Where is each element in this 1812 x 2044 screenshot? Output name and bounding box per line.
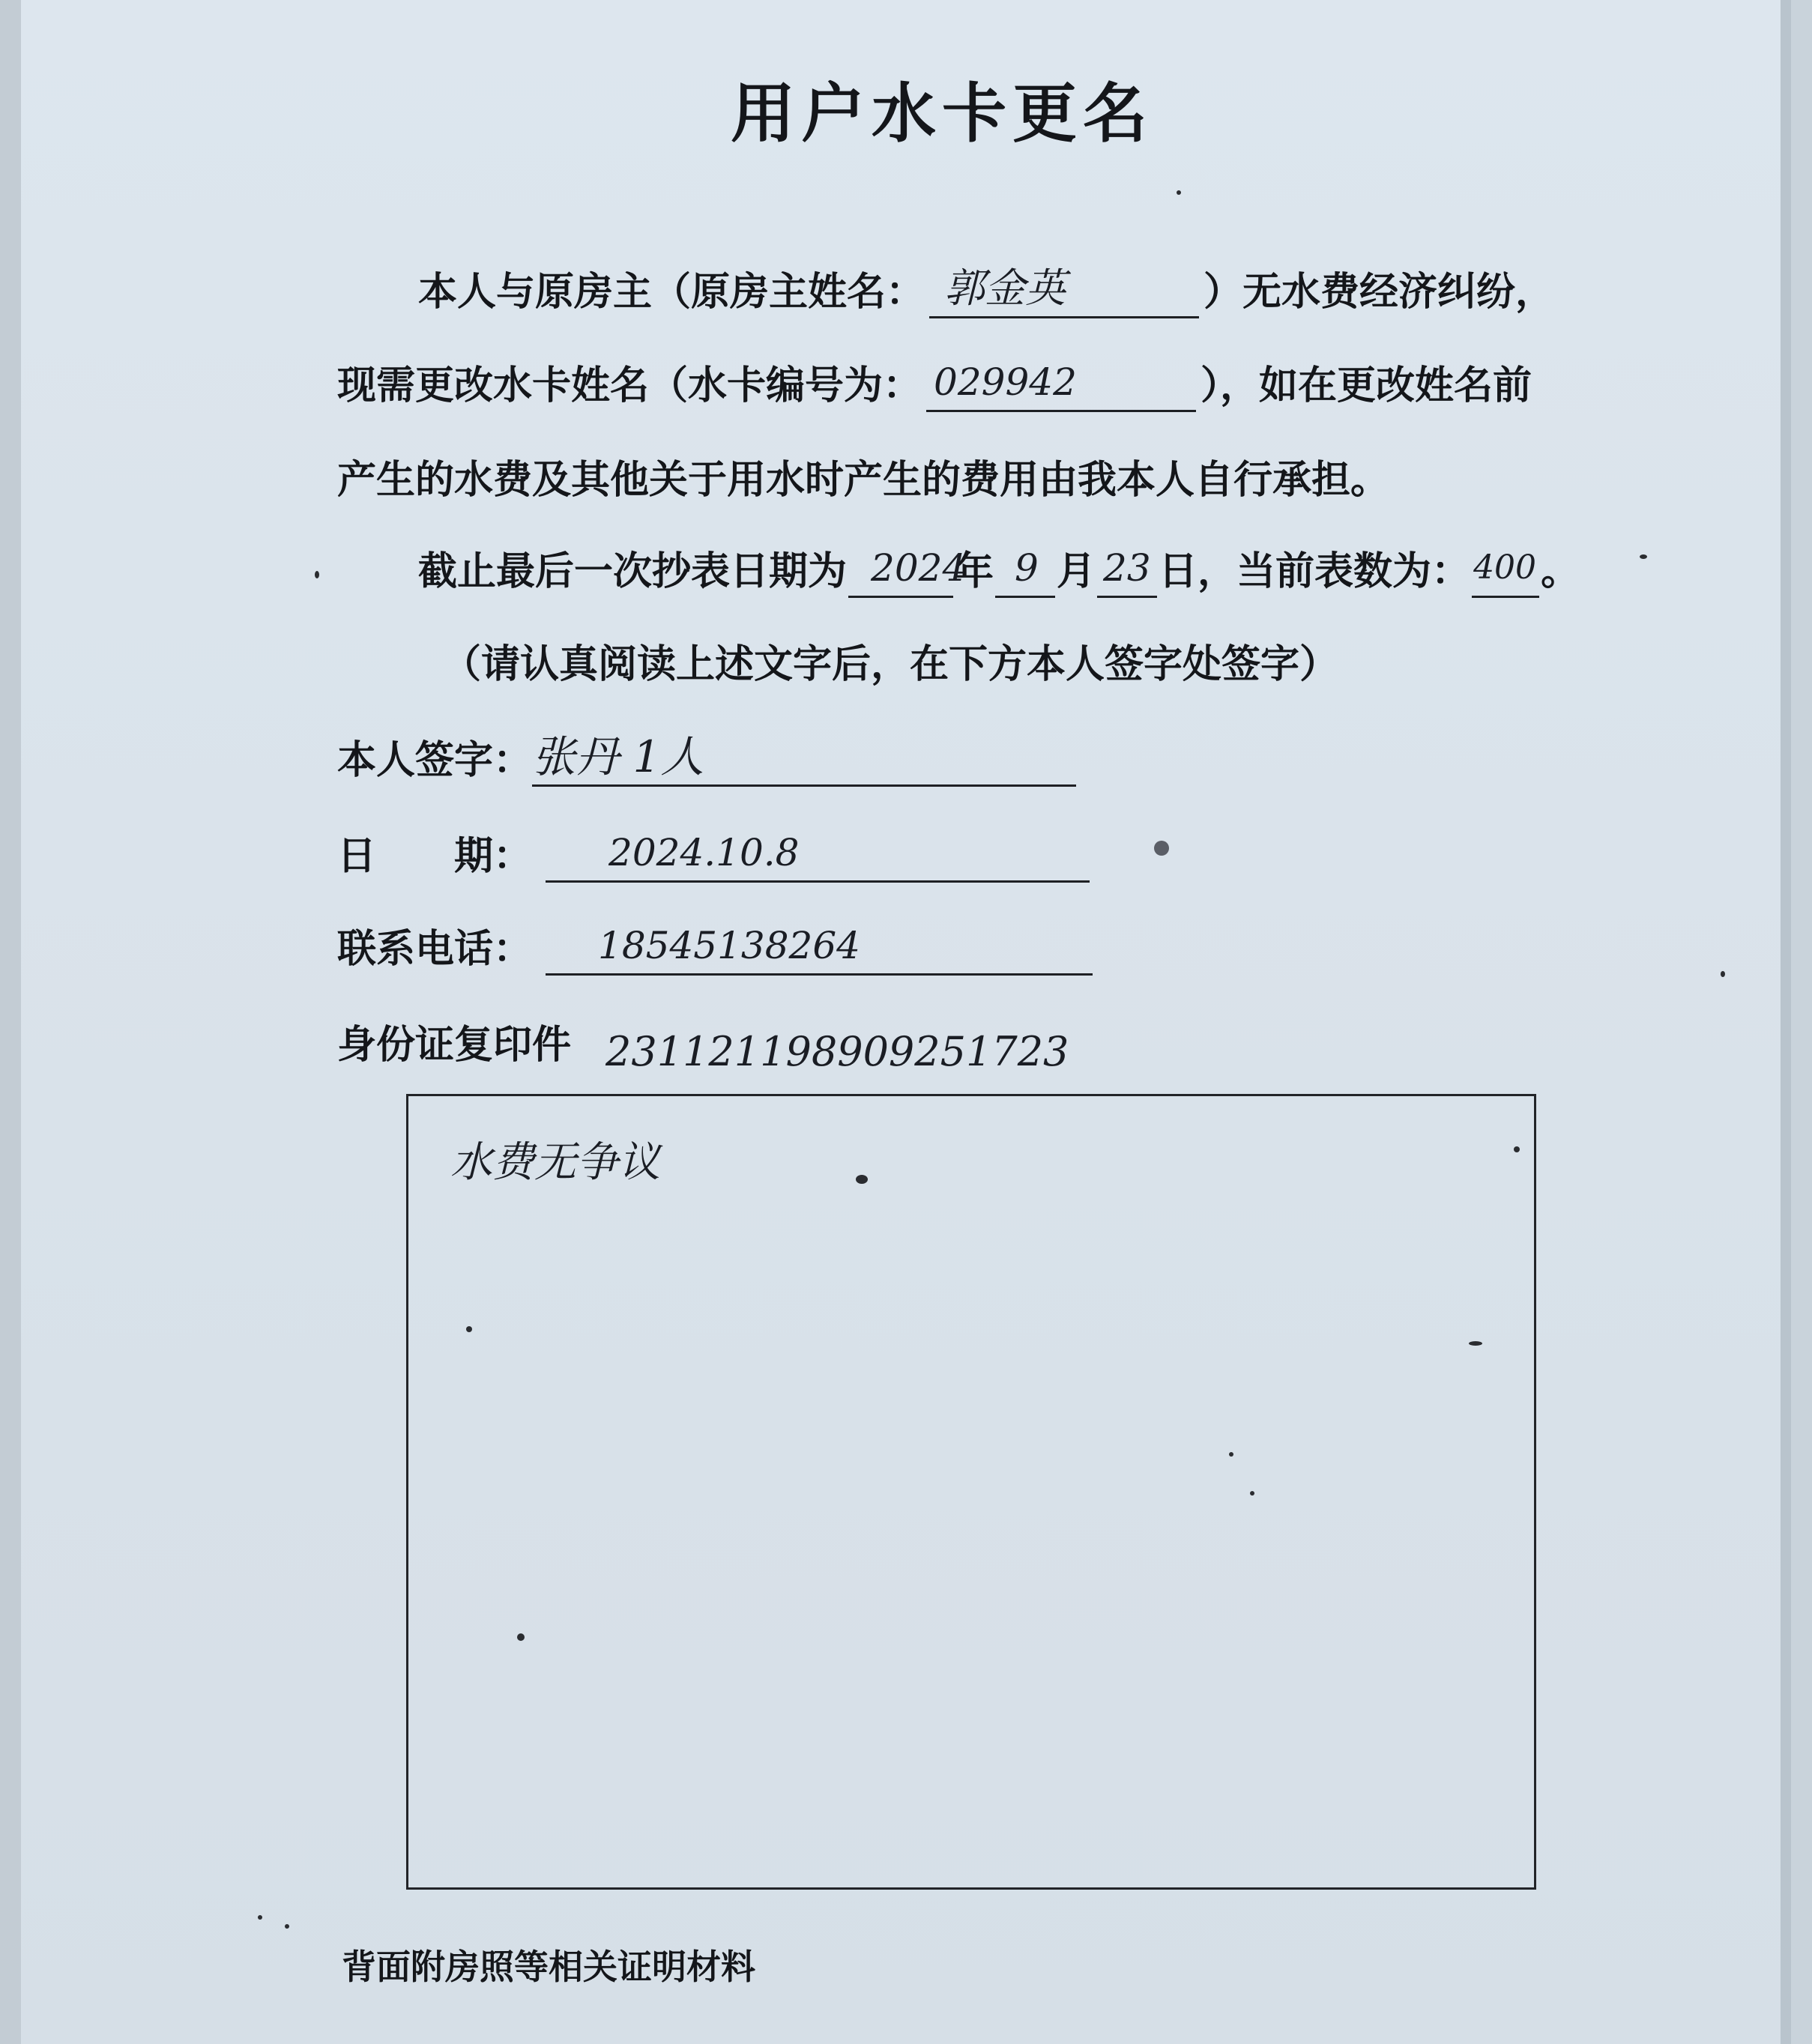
owner-name-handwriting: 郭金英 bbox=[944, 264, 1066, 312]
scan-speck bbox=[315, 571, 319, 578]
paragraph-card-prefix: 现需更改水卡姓名（水卡编号为： bbox=[337, 363, 922, 408]
footer-note: 背面附房照等相关证明材料 bbox=[342, 1947, 755, 1987]
document-page bbox=[21, 0, 1791, 2044]
signature-handwriting: 张丹 1人 bbox=[532, 731, 704, 782]
scan-speck bbox=[856, 1175, 868, 1184]
day-unit: 日，当前表数为： bbox=[1159, 549, 1471, 594]
document-title: 用户水卡更名 bbox=[731, 76, 1153, 151]
scan-speck bbox=[1229, 1452, 1233, 1457]
date-handwriting: 2024.10.8 bbox=[608, 831, 800, 874]
remarks-handwriting: 水费无争议 bbox=[450, 1138, 660, 1187]
scan-speck bbox=[1721, 971, 1725, 977]
paragraph-owner bbox=[418, 266, 1554, 318]
scan-speck bbox=[517, 1633, 525, 1641]
meter-month-blank bbox=[995, 546, 1055, 598]
meter-reading-blank bbox=[1472, 548, 1539, 598]
scan-speck bbox=[258, 1915, 262, 1920]
date-row bbox=[337, 830, 1094, 883]
paragraph-owner-prefix: 本人与原房主（原房主姓名： bbox=[418, 270, 925, 315]
page-right-edge bbox=[1781, 0, 1791, 2044]
scan-speck bbox=[1177, 190, 1181, 195]
date-label: 日 期： bbox=[337, 834, 533, 879]
meter-reading-handwriting: 400 bbox=[1473, 548, 1537, 587]
meter-month-handwriting: 9 bbox=[1015, 546, 1039, 590]
paragraph-meter bbox=[418, 545, 1580, 598]
scan-speck bbox=[285, 1924, 289, 1929]
signature-blank bbox=[532, 731, 1076, 787]
year-unit: 年 bbox=[955, 549, 994, 594]
scan-speck bbox=[1514, 1146, 1520, 1152]
remarks-box bbox=[406, 1094, 1536, 1890]
meter-year-handwriting: 2024 bbox=[871, 546, 967, 590]
meter-date-prefix: 截止最后一次抄表日期为 bbox=[418, 549, 848, 594]
scan-speck bbox=[1154, 841, 1169, 856]
scan-speck bbox=[1250, 1491, 1254, 1496]
scan-speck bbox=[466, 1326, 472, 1332]
meter-day-blank bbox=[1097, 546, 1157, 598]
paragraph-owner-suffix: ）无水费经济纠纷， bbox=[1204, 270, 1555, 315]
instruction-text: （请认真阅读上述文字后，在下方本人签字处签字） bbox=[442, 642, 1339, 687]
signature-row bbox=[337, 731, 1081, 787]
meter-day-handwriting: 23 bbox=[1103, 546, 1151, 590]
page-left-edge bbox=[0, 0, 21, 2044]
date-blank bbox=[546, 831, 1090, 883]
id-number-handwriting: 231121198909251723 bbox=[605, 1028, 1069, 1075]
paragraph-card bbox=[337, 360, 1532, 412]
card-number-blank bbox=[926, 360, 1196, 412]
signature-label: 本人签字： bbox=[337, 738, 533, 783]
scan-speck bbox=[1469, 1341, 1482, 1346]
card-number-handwriting: 029942 bbox=[934, 360, 1077, 404]
paragraph-card-suffix: ），如在更改姓名前 bbox=[1201, 363, 1532, 408]
month-unit: 月 bbox=[1057, 549, 1096, 594]
id-copy-label: 身份证复印件 bbox=[337, 1023, 572, 1068]
phone-row bbox=[337, 923, 1097, 976]
phone-handwriting: 18545138264 bbox=[598, 924, 860, 967]
phone-label: 联系电话： bbox=[337, 927, 533, 972]
paragraph-responsibility: 产生的水费及其他关于用水时产生的费用由我本人自行承担。 bbox=[337, 458, 1390, 503]
id-copy-row bbox=[337, 1019, 571, 1071]
owner-name-blank bbox=[929, 264, 1199, 318]
scan-speck bbox=[1640, 554, 1647, 559]
meter-end-period: 。 bbox=[1541, 549, 1580, 594]
phone-blank bbox=[546, 924, 1093, 976]
meter-year-blank bbox=[848, 546, 967, 598]
